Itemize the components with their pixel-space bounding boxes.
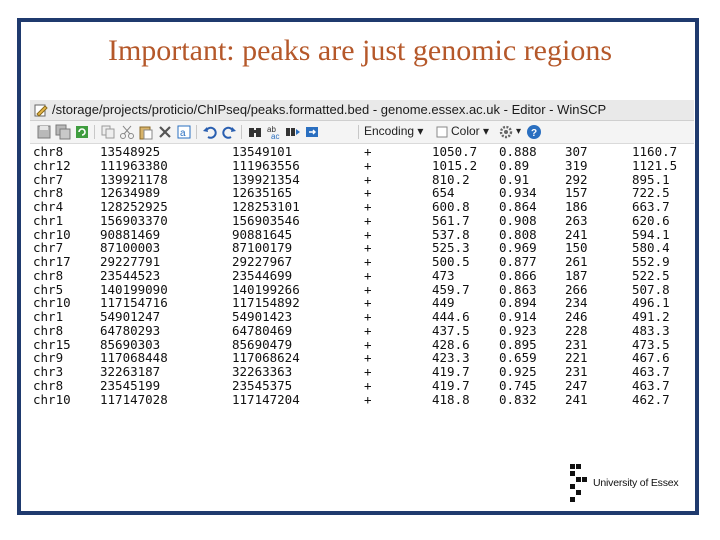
toolbar-separator bbox=[241, 125, 242, 139]
strand-cell: + bbox=[364, 281, 372, 297]
summit-cell: 246 bbox=[565, 309, 588, 324]
save-icon[interactable] bbox=[36, 124, 52, 140]
signal-cell: 522.5 bbox=[632, 267, 670, 283]
score-cell: 525.3 bbox=[432, 240, 470, 256]
editor-line[interactable] bbox=[30, 241, 694, 255]
chrom-cell: chr8 bbox=[33, 322, 64, 338]
logo-square bbox=[570, 471, 575, 476]
start-cell: 87100003 bbox=[100, 240, 161, 256]
save-all-icon[interactable] bbox=[55, 124, 71, 140]
start-cell: 128252925 bbox=[100, 199, 168, 214]
editor-line[interactable] bbox=[30, 200, 694, 214]
strand-cell: + bbox=[364, 295, 372, 311]
editor-line[interactable] bbox=[30, 338, 694, 352]
svg-text:ab: ab bbox=[267, 125, 276, 134]
start-cell: 13548925 bbox=[100, 144, 161, 159]
chrom-cell: chr8 bbox=[33, 377, 64, 393]
chevron-down-icon: ▾ bbox=[483, 124, 490, 138]
signal-cell: 1160.7 bbox=[632, 144, 678, 159]
end-cell: 13549101 bbox=[232, 144, 293, 159]
logo-square bbox=[576, 490, 581, 495]
chrom-cell: chr17 bbox=[33, 254, 71, 269]
editor-toolbar bbox=[30, 121, 694, 144]
end-cell: 23545375 bbox=[232, 377, 293, 393]
strand-cell: + bbox=[364, 185, 372, 201]
score-cell: 537.8 bbox=[432, 226, 470, 242]
start-cell: 117154716 bbox=[100, 295, 168, 311]
start-cell: 117147028 bbox=[100, 391, 168, 407]
summit-cell: 221 bbox=[565, 350, 588, 366]
score-cell: 449 bbox=[432, 295, 455, 311]
strand-cell: + bbox=[364, 157, 372, 173]
color-label: Color bbox=[451, 124, 480, 138]
start-cell: 64780293 bbox=[100, 322, 161, 338]
summit-cell: 231 bbox=[565, 336, 588, 352]
score-cell: 1015.2 bbox=[432, 157, 478, 173]
editor-line[interactable] bbox=[30, 255, 694, 269]
logo-square bbox=[570, 484, 575, 489]
strand-cell: + bbox=[364, 322, 372, 338]
score-cell: 810.2 bbox=[432, 171, 470, 187]
start-cell: 140199090 bbox=[100, 281, 168, 297]
ratio-cell: 0.908 bbox=[499, 212, 537, 228]
summit-cell: 231 bbox=[565, 364, 588, 379]
signal-cell: 507.8 bbox=[632, 281, 670, 297]
chevron-down-icon[interactable]: ▾ bbox=[516, 126, 522, 137]
window-title: /storage/projects/proticio/ChIPseq/peaks.formatted.bed - genome.essex.ac.uk - Editor - WinSCP bbox=[52, 102, 607, 117]
ratio-cell: 0.89 bbox=[499, 157, 530, 173]
ratio-cell: 0.832 bbox=[499, 391, 537, 407]
strand-cell: + bbox=[364, 171, 372, 187]
undo-icon[interactable] bbox=[202, 124, 218, 140]
ratio-cell: 0.894 bbox=[499, 295, 537, 311]
editor-line[interactable] bbox=[30, 379, 694, 393]
signal-cell: 552.9 bbox=[632, 254, 670, 269]
end-cell: 29227967 bbox=[232, 254, 293, 269]
ratio-cell: 0.895 bbox=[499, 336, 537, 352]
ratio-cell: 0.864 bbox=[499, 199, 537, 214]
signal-cell: 594.1 bbox=[632, 226, 670, 242]
strand-cell: + bbox=[364, 364, 372, 379]
score-cell: 561.7 bbox=[432, 212, 470, 228]
chrom-cell: chr15 bbox=[33, 336, 71, 352]
signal-cell: 895.1 bbox=[632, 171, 670, 187]
chrom-cell: chr10 bbox=[33, 391, 71, 407]
ratio-cell: 0.969 bbox=[499, 240, 537, 256]
color-swatch-icon bbox=[434, 124, 450, 140]
logo-text: University of Essex bbox=[593, 477, 679, 489]
start-cell: 23544523 bbox=[100, 267, 161, 283]
editor-line[interactable] bbox=[30, 159, 694, 173]
chrom-cell: chr4 bbox=[33, 199, 64, 214]
signal-cell: 483.3 bbox=[632, 322, 670, 338]
ratio-cell: 0.925 bbox=[499, 364, 537, 379]
signal-cell: 463.7 bbox=[632, 364, 670, 379]
ratio-cell: 0.659 bbox=[499, 350, 537, 366]
editor-line[interactable] bbox=[30, 310, 694, 324]
start-cell: 23545199 bbox=[100, 377, 161, 393]
chrom-cell: chr8 bbox=[33, 267, 64, 283]
signal-cell: 463.7 bbox=[632, 377, 670, 393]
summit-cell: 228 bbox=[565, 322, 588, 338]
editor-line[interactable] bbox=[30, 283, 694, 297]
find-next-icon[interactable] bbox=[285, 124, 301, 140]
chrom-cell: chr5 bbox=[33, 281, 64, 297]
end-cell: 87100179 bbox=[232, 240, 293, 256]
editor-line[interactable] bbox=[30, 145, 694, 159]
start-cell: 12634989 bbox=[100, 185, 161, 201]
editor-line[interactable] bbox=[30, 324, 694, 338]
score-cell: 500.5 bbox=[432, 254, 470, 269]
redo-icon[interactable] bbox=[221, 124, 237, 140]
ratio-cell: 0.866 bbox=[499, 267, 537, 283]
chrom-cell: chr7 bbox=[33, 171, 64, 187]
signal-cell: 491.2 bbox=[632, 309, 670, 324]
chrom-cell: chr9 bbox=[33, 350, 64, 366]
start-cell: 156903370 bbox=[100, 212, 168, 228]
summit-cell: 263 bbox=[565, 212, 588, 228]
summit-cell: 234 bbox=[565, 295, 588, 311]
encoding-label: Encoding bbox=[364, 124, 415, 138]
score-cell: 473 bbox=[432, 267, 455, 283]
signal-cell: 467.6 bbox=[632, 350, 670, 366]
delete-icon[interactable] bbox=[157, 124, 173, 140]
strand-cell: + bbox=[364, 199, 372, 214]
svg-text:ac: ac bbox=[271, 132, 280, 140]
score-cell: 600.8 bbox=[432, 199, 470, 214]
start-cell: 85690303 bbox=[100, 336, 161, 352]
end-cell: 139921354 bbox=[232, 171, 300, 187]
summit-cell: 261 bbox=[565, 254, 588, 269]
summit-cell: 266 bbox=[565, 281, 588, 297]
score-cell: 423.3 bbox=[432, 350, 470, 366]
signal-cell: 663.7 bbox=[632, 199, 670, 214]
end-cell: 140199266 bbox=[232, 281, 300, 297]
start-cell: 32263187 bbox=[100, 364, 161, 379]
strand-cell: + bbox=[364, 240, 372, 256]
encoding-menu[interactable] bbox=[364, 124, 423, 138]
summit-cell: 187 bbox=[565, 267, 588, 283]
editor-line[interactable] bbox=[30, 269, 694, 283]
summit-cell: 150 bbox=[565, 240, 588, 256]
select-all-icon[interactable] bbox=[176, 124, 192, 140]
summit-cell: 241 bbox=[565, 226, 588, 242]
cut-icon[interactable] bbox=[119, 124, 135, 140]
score-cell: 419.7 bbox=[432, 364, 470, 379]
editor-line[interactable] bbox=[30, 186, 694, 200]
score-cell: 428.6 bbox=[432, 336, 470, 352]
score-cell: 654 bbox=[432, 185, 455, 201]
strand-cell: + bbox=[364, 212, 372, 228]
toolbar-separator bbox=[94, 125, 95, 139]
logo-square bbox=[570, 464, 575, 469]
paste-icon[interactable] bbox=[138, 124, 154, 140]
reload-icon[interactable] bbox=[74, 124, 90, 140]
end-cell: 32263363 bbox=[232, 364, 293, 379]
strand-cell: + bbox=[364, 267, 372, 283]
editor-line[interactable] bbox=[30, 296, 694, 310]
chrom-cell: chr12 bbox=[33, 157, 71, 173]
signal-cell: 496.1 bbox=[632, 295, 670, 311]
chrom-cell: chr1 bbox=[33, 212, 64, 228]
editor-line[interactable] bbox=[30, 351, 694, 365]
summit-cell: 241 bbox=[565, 391, 588, 407]
editor-line[interactable] bbox=[30, 393, 694, 407]
signal-cell: 462.7 bbox=[632, 391, 670, 407]
end-cell: 90881645 bbox=[232, 226, 293, 242]
score-cell: 419.7 bbox=[432, 377, 470, 393]
score-cell: 1050.7 bbox=[432, 144, 478, 159]
strand-cell: + bbox=[364, 226, 372, 242]
signal-cell: 580.4 bbox=[632, 240, 670, 256]
chrom-cell: chr10 bbox=[33, 226, 71, 242]
end-cell: 54901423 bbox=[232, 309, 293, 324]
score-cell: 444.6 bbox=[432, 309, 470, 324]
ratio-cell: 0.863 bbox=[499, 281, 537, 297]
strand-cell: + bbox=[364, 391, 372, 407]
end-cell: 128253101 bbox=[232, 199, 300, 214]
ratio-cell: 0.745 bbox=[499, 377, 537, 393]
chrom-cell: chr8 bbox=[33, 144, 64, 159]
score-cell: 437.5 bbox=[432, 322, 470, 338]
end-cell: 117147204 bbox=[232, 391, 300, 407]
toolbar-separator bbox=[196, 125, 197, 139]
svg-text:a: a bbox=[180, 128, 186, 139]
editor-line[interactable] bbox=[30, 228, 694, 242]
strand-cell: + bbox=[364, 254, 372, 269]
color-menu[interactable] bbox=[451, 124, 489, 138]
logo-square bbox=[570, 497, 575, 502]
logo-square bbox=[576, 477, 581, 482]
ratio-cell: 0.914 bbox=[499, 309, 537, 324]
end-cell: 23544699 bbox=[232, 267, 293, 283]
end-cell: 117068624 bbox=[232, 350, 300, 366]
summit-cell: 319 bbox=[565, 157, 588, 173]
ratio-cell: 0.877 bbox=[499, 254, 537, 269]
chrom-cell: chr8 bbox=[33, 185, 64, 201]
editor-line[interactable] bbox=[30, 173, 694, 187]
strand-cell: + bbox=[364, 377, 372, 393]
chrom-cell: chr3 bbox=[33, 364, 64, 379]
copy-icon[interactable] bbox=[100, 124, 116, 140]
end-cell: 111963556 bbox=[232, 157, 300, 173]
summit-cell: 186 bbox=[565, 199, 588, 214]
logo-square bbox=[576, 464, 581, 469]
chrom-cell: chr1 bbox=[33, 309, 64, 324]
start-cell: 90881469 bbox=[100, 226, 161, 242]
end-cell: 12635165 bbox=[232, 185, 293, 201]
strand-cell: + bbox=[364, 336, 372, 352]
help-icon[interactable] bbox=[526, 124, 542, 140]
summit-cell: 307 bbox=[565, 144, 588, 159]
ratio-cell: 0.934 bbox=[499, 185, 537, 201]
strand-cell: + bbox=[364, 144, 372, 159]
university-logo bbox=[566, 462, 696, 504]
chrom-cell: chr7 bbox=[33, 240, 64, 256]
ratio-cell: 0.91 bbox=[499, 171, 530, 187]
editor-line[interactable] bbox=[30, 365, 694, 379]
signal-cell: 722.5 bbox=[632, 185, 670, 201]
start-cell: 139921178 bbox=[100, 171, 168, 187]
editor-text-area[interactable] bbox=[30, 144, 694, 415]
start-cell: 29227791 bbox=[100, 254, 161, 269]
editor-app-icon bbox=[34, 103, 48, 117]
replace-icon[interactable] bbox=[266, 124, 282, 140]
find-icon[interactable] bbox=[247, 124, 263, 140]
svg-text:?: ? bbox=[531, 128, 538, 139]
end-cell: 117154892 bbox=[232, 295, 300, 311]
winscp-editor-window bbox=[30, 100, 694, 415]
strand-cell: + bbox=[364, 309, 372, 324]
score-cell: 459.7 bbox=[432, 281, 470, 297]
toolbar-separator bbox=[358, 125, 359, 139]
signal-cell: 1121.5 bbox=[632, 157, 678, 173]
signal-cell: 473.5 bbox=[632, 336, 670, 352]
chrom-cell: chr10 bbox=[33, 295, 71, 311]
start-cell: 111963380 bbox=[100, 157, 168, 173]
end-cell: 85690479 bbox=[232, 336, 293, 352]
score-cell: 418.8 bbox=[432, 391, 470, 407]
slide-title: Important: peaks are just genomic regions bbox=[107, 34, 613, 67]
editor-line[interactable] bbox=[30, 214, 694, 228]
ratio-cell: 0.888 bbox=[499, 144, 537, 159]
ratio-cell: 0.923 bbox=[499, 322, 537, 338]
summit-cell: 247 bbox=[565, 377, 588, 393]
start-cell: 117068448 bbox=[100, 350, 168, 366]
strand-cell: + bbox=[364, 350, 372, 366]
end-cell: 156903546 bbox=[232, 212, 300, 228]
go-to-line-icon[interactable] bbox=[304, 124, 320, 140]
summit-cell: 292 bbox=[565, 171, 588, 187]
logo-square bbox=[582, 477, 587, 482]
start-cell: 54901247 bbox=[100, 309, 161, 324]
summit-cell: 157 bbox=[565, 185, 588, 201]
ratio-cell: 0.808 bbox=[499, 226, 537, 242]
signal-cell: 620.6 bbox=[632, 212, 670, 228]
chevron-down-icon: ▾ bbox=[417, 124, 424, 138]
window-title-bar[interactable] bbox=[30, 100, 694, 121]
end-cell: 64780469 bbox=[232, 322, 293, 338]
gear-icon[interactable] bbox=[498, 124, 514, 140]
